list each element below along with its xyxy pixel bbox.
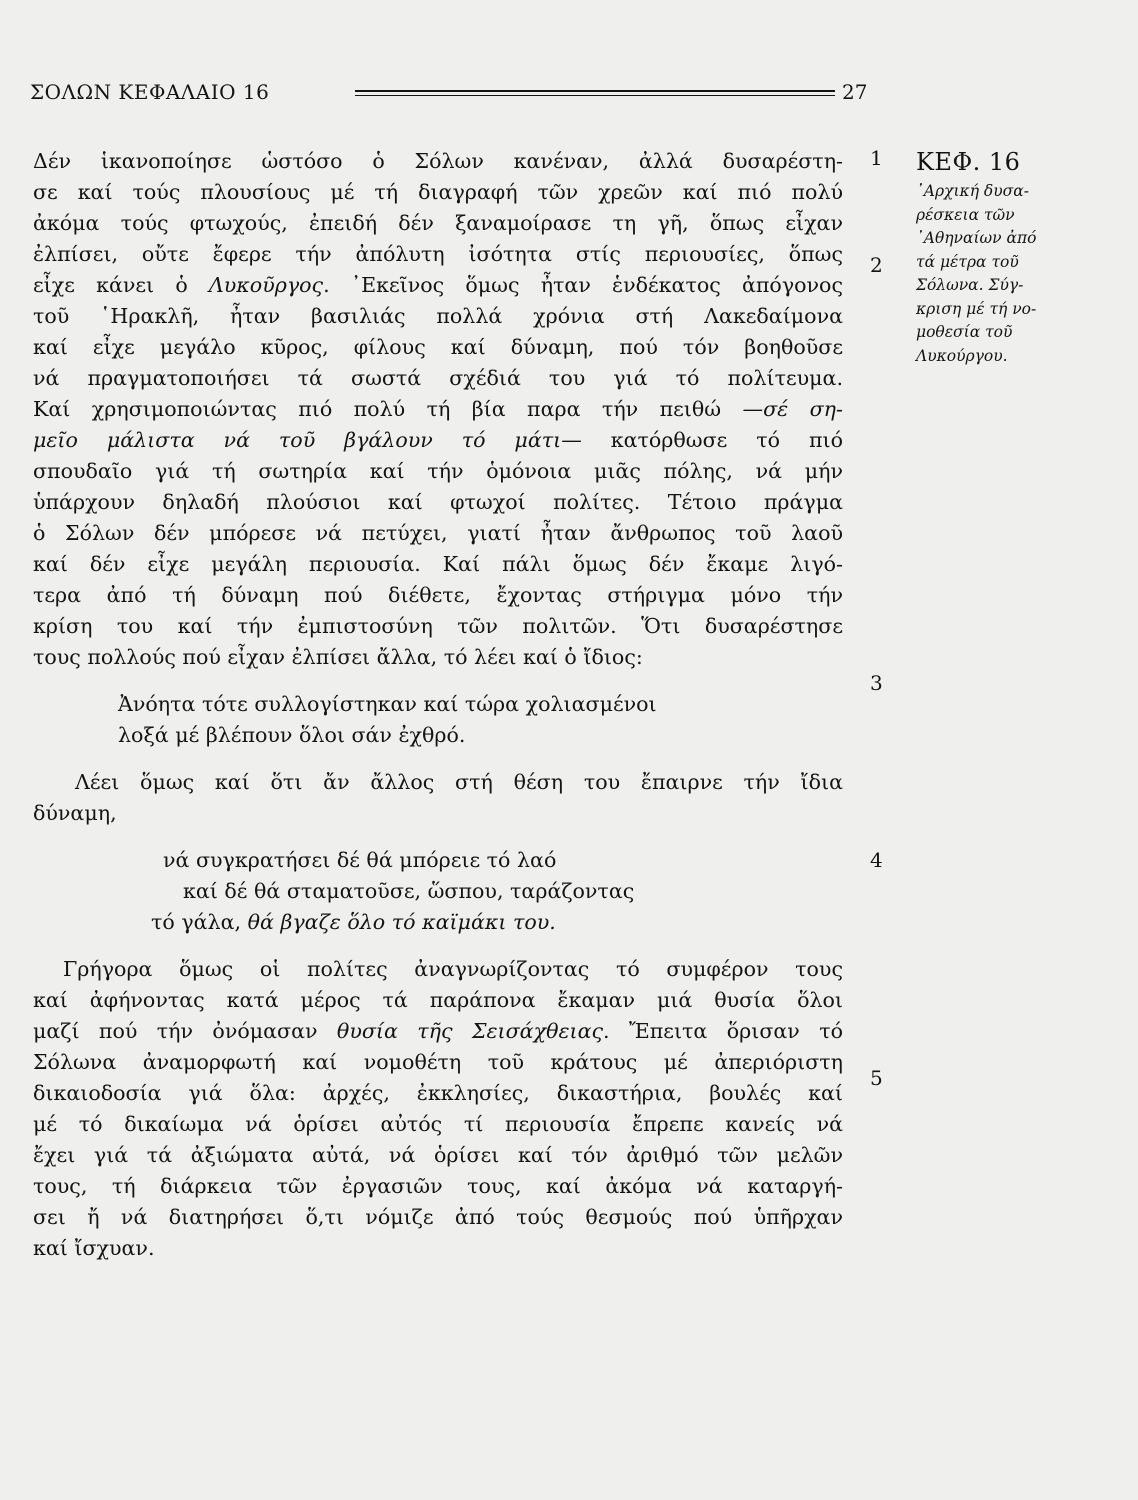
text-line: καί ἴσχυαν. [33, 1236, 155, 1260]
verse-line: νά συγκρατήσει δέ θά μπόρειε τό λαό [163, 848, 557, 872]
running-title: ΣΟΛΩΝ ΚΕΦΑΛΑΙΟ 16 [30, 80, 270, 104]
text-span: . Ἔπειτα ὅρισαν τό [603, 1019, 843, 1043]
italic-lykourgos: Λυκοῦργος [208, 273, 324, 297]
text-span: κατόρθωσε τό πιό [581, 428, 843, 452]
italic-aside: μεῖο μάλιστα νά τοῦ βγάλουν τό μάτι— [33, 428, 582, 452]
text-line: ὑπάρχουν δηλαδή πλούσιοι καί φτωχοί πολίτες. Τέτοιο πράγμα [33, 490, 843, 514]
line-number-2: 2 [870, 253, 883, 277]
paragraph-3 [33, 954, 843, 1264]
verse-line: Ἀνόητα τότε συλλογίστηκαν καί τώρα χολιασμένοι [118, 692, 657, 716]
text-line [33, 394, 843, 425]
text-line: τερα ἀπό τή δύναμη πού διέθετε, ἔχοντας στήριγμα μόνο τήν [33, 583, 843, 607]
italic-verse: θά βγαζε ὅλο τό καϊμάκι του. [247, 910, 556, 934]
text-line: ἐλπίσει, οὔτε ἔφερε τήν ἀπόλυτη ἰσότητα στίς περιουσίες, ὅπως [33, 242, 843, 266]
line-number-3: 3 [870, 671, 883, 695]
text-line: σε καί τούς πλουσίους μέ τή διαγραφή τῶν χρεῶν καί πιό πολύ [33, 180, 843, 204]
header-rule [355, 90, 835, 92]
margin-line: Σόλωνα. Σύγ- [916, 276, 1024, 294]
text-line [33, 270, 843, 301]
text-span: Καί χρησιμοποιώντας πιό πολύ τή βία παρα τήν πειθώ [33, 397, 743, 421]
line-number-4: 4 [870, 848, 883, 872]
text-line: καί ἀφήνοντας κατά μέρος τά παράπονα ἔκαμαν μιά θυσία ὅλοι [33, 988, 843, 1012]
text-line: σει ἤ νά διατηρήσει ὅ,τι νόμιζε ἀπό τούς θεσμούς πού ὑπῆρχαν [33, 1205, 843, 1229]
main-text [33, 146, 843, 1264]
text-line [33, 1016, 843, 1047]
text-line: ἀκόμα τούς φτωχούς, ἐπειδή δέν ξαναμοίρασε τη γῆ, ὅπως εἶχαν [33, 211, 843, 235]
verse-1 [33, 689, 843, 751]
text-line: σπουδαῖο γιά τή σωτηρία καί τήν ὁμόνοια μιᾶς πόλης, νά μήν [33, 459, 843, 483]
paragraph-2 [33, 767, 843, 829]
text-line: νά πραγματοποιήσει τά σωστά σχέδιά του γιά τό πολίτευμα. [33, 366, 843, 390]
margin-line: ᾿Αθηναίων ἀπό [916, 229, 1037, 247]
text-line: τοῦ ῾Ηρακλῆ, ἦταν βασιλιάς πολλά χρόνια στή Λακεδαίμονα [33, 304, 843, 328]
italic-seisachtheia: θυσία τῆς Σεισάχθειας [336, 1019, 604, 1043]
margin-note [916, 148, 1116, 368]
text-line: μέ τό δικαίωμα νά ὁρίσει αὐτός τί περιουσία ἔπρεπε κανείς νά [33, 1112, 843, 1136]
running-header [30, 76, 868, 112]
text-line: ἔχει γιά τά ἀξιώματα αὐτά, νά ὁρίσει καί τόν ἀριθμό τῶν μελῶν [33, 1143, 843, 1167]
text-span: εἶχε κάνει ὁ [33, 273, 209, 297]
text-line: κρίση του καί τήν ἐμπιστοσύνη τῶν πολιτῶν. Ὅτι δυσαρέστησε [33, 614, 843, 638]
text-line: ὁ Σόλων δέν μπόρεσε νά πετύχει, γιατί ἦταν ἄνθρωπος τοῦ λαοῦ [33, 521, 843, 545]
line-number-1: 1 [870, 146, 883, 170]
text-line: Λέει ὅμως καί ὅτι ἄν ἄλλος στή θέση του ἔπαιρνε τήν ἴδια [75, 770, 843, 794]
text-span: τό γάλα, [151, 910, 248, 934]
text-line: καί εἶχε μεγάλο κῦρος, φίλους καί δύναμη, πού τόν βοηθοῦσε [33, 335, 843, 359]
italic-aside: —σέ ση- [742, 397, 843, 421]
header-rule-thin [355, 95, 835, 96]
text-span: . ᾿Εκεῖνος ὅμως ἦταν ἑνδέκατος ἀπόγονος [323, 273, 843, 297]
text-line: τους, τή διάρκεια τῶν ἐργασιῶν τους, καί ἀκόμα νά καταργή- [33, 1174, 843, 1198]
margin-line: ρέσκεια τῶν [916, 205, 1015, 224]
text-line: δύναμη, [33, 801, 117, 825]
text-line: καί δέν εἶχε μεγάλη περιουσία. Καί πάλι ὅμως δέν ἔκαμε λιγό- [33, 552, 843, 576]
text-line [33, 425, 843, 456]
margin-line: κριση μέ τή νο- [916, 299, 1037, 318]
verse-line [33, 907, 843, 938]
page-number: 27 [842, 80, 868, 104]
verse-line: καί δέ θά σταματοῦσε, ὥσπου, ταράζοντας [183, 879, 635, 903]
margin-line: τά μέτρα τοῦ [916, 252, 1019, 271]
text-line: Γρήγορα ὅμως οἱ πολίτες ἀναγνωρίζοντας τό συμφέρον τους [63, 957, 843, 981]
text-line: Σόλωνα ἀναμορφωτή καί νομοθέτη τοῦ κράτους μέ ἀπεριόριστη [33, 1050, 843, 1074]
verse-2 [33, 845, 843, 938]
margin-line: μοθεσία τοῦ [916, 323, 1013, 341]
verse-line: λοξά μέ βλέπουν ὅλοι σάν ἐχθρό. [118, 723, 466, 747]
margin-chapter: ΚΕΦ. 16 [916, 148, 1021, 176]
text-span: μαζί πού τήν ὀνόμασαν [33, 1019, 337, 1043]
line-number-5: 5 [870, 1066, 883, 1090]
text-line: τους πολλούς πού εἶχαν ἐλπίσει ἄλλα, τό λέει καί ὁ ἴδιος: [33, 645, 643, 669]
paragraph-1 [33, 146, 843, 673]
text-line: Δέν ἱκανοποίησε ὡστόσο ὁ Σόλων κανέναν, ἀλλά δυσαρέστη- [33, 149, 843, 173]
margin-line: Λυκούργου. [916, 346, 1008, 365]
margin-line: ᾿Αρχική δυσα- [916, 182, 1029, 200]
text-line: δικαιοδοσία γιά ὅλα: ἀρχές, ἐκκλησίες, δικαστήρια, βουλές καί [33, 1081, 843, 1105]
